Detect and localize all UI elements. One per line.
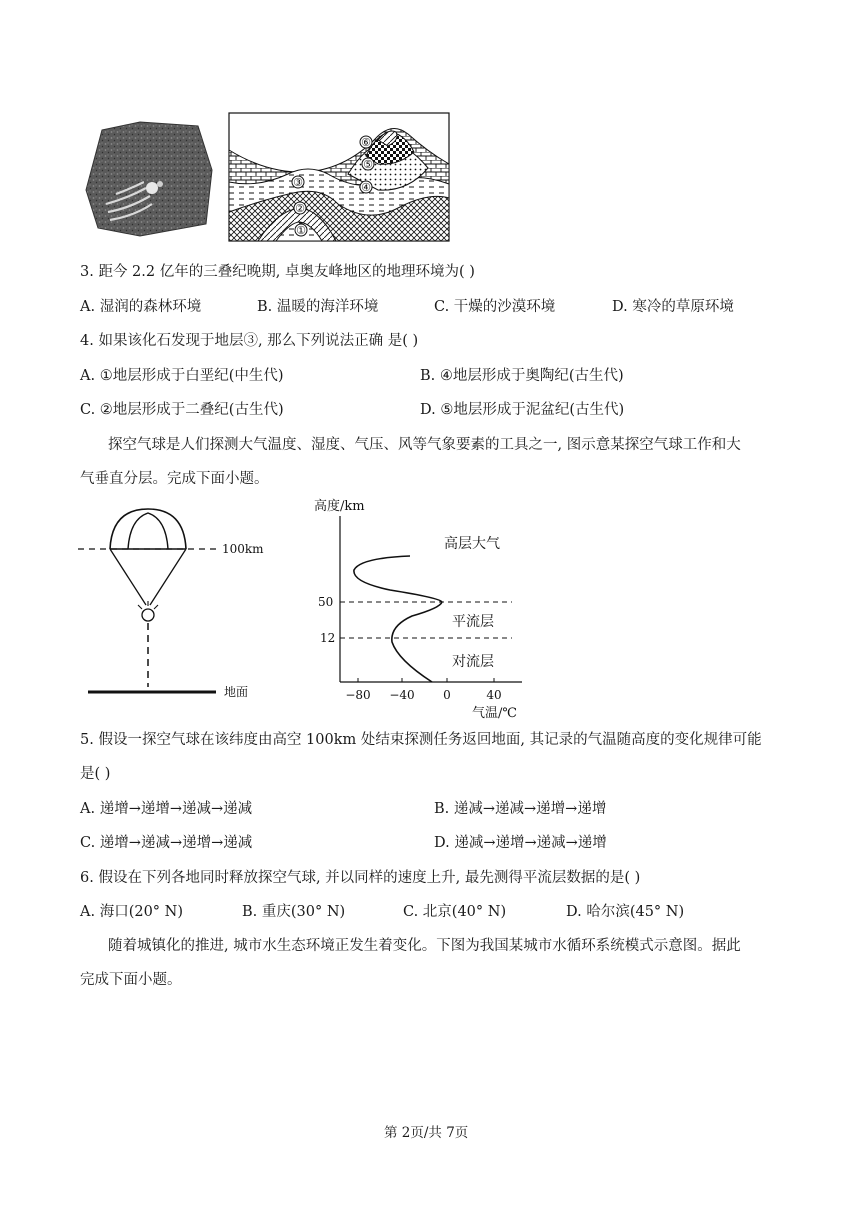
q5-option-b: B. 递减→递减→递增→递增 [434,801,607,817]
q5-option-c: C. 递增→递减→递增→递减 [80,835,253,851]
x-tick-40: 40 [486,688,502,702]
zone-troposphere: 对流层 [452,654,494,670]
layer-label-1: ① [296,224,306,237]
q3-option-b: B. 温暖的海洋环境 [257,299,379,315]
x-tick-0: 0 [443,688,451,702]
q3-option-a: A. 湿润的森林环境 [80,299,202,315]
passage2-line1: 探空气球是人们探测大气温度、湿度、气压、风等气象要素的工具之一, 图示意某探空气球工作和大 [108,437,741,453]
q3-stem: 3. 距今 2.2 亿年的三叠纪晚期, 卓奥友峰地区的地理环境为( ) [80,264,475,280]
q4-option-c: C. ②地层形成于二叠纪(古生代) [80,402,284,418]
q3-option-c: C. 干燥的沙漠环境 [434,299,556,315]
q3-option-d: D. 寒冷的草原环境 [612,299,734,315]
x-axis-title: 气温/℃ [472,706,517,721]
q5-stem-line1: 5. 假设一探空气球在该纬度由高空 100km 处结束探测任务返回地面, 其记录的气温随高度的变化规律可能 [80,732,762,748]
q5-stem-line2: 是( ) [80,766,111,782]
q5-option-d: D. 递减→递增→递减→递增 [434,835,607,851]
y-axis-title: 高度/km [314,499,365,514]
y-tick-50: 50 [318,595,334,609]
q6-option-b: B. 重庆(30° N) [242,904,346,920]
q6-option-a: A. 海口(20° N) [80,904,184,920]
q6-option-d: D. 哈尔滨(45° N) [566,904,685,920]
q6-stem: 6. 假设在下列各地同时释放探空气球, 并以同样的速度上升, 最先测得平流层数据的是( ) [80,870,641,886]
ground-label: 地面 [224,685,249,699]
geologic-cross-section [228,112,450,242]
zone-upper-atmosphere: 高层大气 [444,536,500,552]
layer-label-4: ④ [361,181,371,194]
zone-stratosphere: 平流层 [452,614,494,630]
passage2-line2: 气垂直分层。完成下面小题。 [80,471,269,487]
layer-label-3: ③ [293,176,303,189]
layer-label-5: ⑤ [363,158,373,171]
q6-option-c: C. 北京(40° N) [403,904,507,920]
altitude-label: 100km [222,542,264,556]
layer-label-6: ⑥ [361,136,371,149]
q4-option-b: B. ④地层形成于奥陶纪(古生代) [420,368,624,384]
fossil-photo [80,112,220,242]
page-number: 第 2页/共 7页 [384,1125,469,1141]
balloon-diagram [70,505,280,705]
q4-option-a: A. ①地层形成于白垩纪(中生代) [80,368,284,384]
passage3-line1: 随着城镇化的推进, 城市水生态环境正发生着变化。下图为我国某城市水循环系统模式示意图。据此 [108,938,741,954]
y-tick-12: 12 [320,631,336,645]
x-tick-minus40: −40 [389,688,415,702]
temperature-profile-chart [300,492,540,722]
layer-label-2: ② [295,202,305,215]
x-tick-minus80: −80 [345,688,371,702]
instrument-icon [142,609,154,621]
passage3-line2: 完成下面小题。 [80,972,182,988]
q4-stem: 4. 如果该化石发现于地层③, 那么下列说法正确 是( ) [80,333,419,349]
q4-option-d: D. ⑤地层形成于泥盆纪(古生代) [420,402,625,418]
q5-option-a: A. 递增→递增→递减→递减 [80,801,253,817]
temperature-curve [354,556,442,682]
